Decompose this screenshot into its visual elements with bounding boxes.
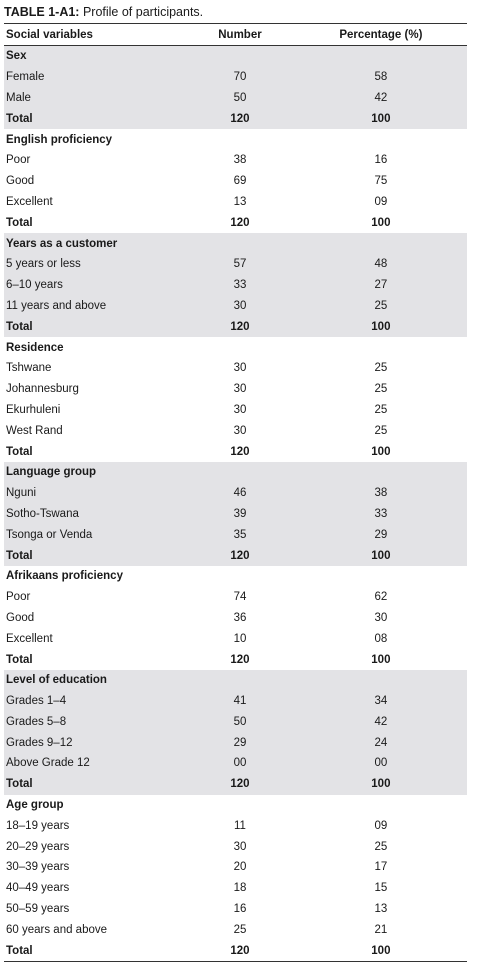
total-number: 120 — [230, 216, 250, 229]
table-container — [4, 4, 467, 962]
total-row — [4, 108, 467, 129]
number-cell: 18 — [233, 882, 247, 895]
percentage-cell: 08 — [374, 632, 388, 645]
total-percentage: 100 — [371, 112, 391, 125]
variable-cell: Male — [6, 91, 31, 104]
number-cell: 00 — [233, 757, 247, 770]
number-cell: 25 — [233, 923, 247, 936]
group-title: Years as a customer — [6, 237, 118, 250]
group-title: Residence — [6, 341, 64, 354]
variable-cell: Grades 9–12 — [6, 736, 73, 749]
total-label: Total — [6, 216, 33, 229]
table-row — [4, 899, 467, 920]
variable-cell: Excellent — [6, 632, 53, 645]
number-cell: 39 — [233, 507, 247, 520]
table-row — [4, 171, 467, 192]
table-row — [4, 504, 467, 525]
number-cell: 29 — [233, 736, 247, 749]
number-cell: 74 — [233, 591, 247, 604]
table-row — [4, 753, 467, 774]
percentage-cell: 25 — [374, 403, 388, 416]
total-percentage: 100 — [371, 778, 391, 791]
total-number: 120 — [230, 320, 250, 333]
number-cell: 30 — [233, 383, 247, 396]
variable-cell: 40–49 years — [6, 882, 70, 895]
variable-cell: Sotho-Tswana — [6, 507, 79, 520]
total-percentage: 100 — [371, 944, 391, 957]
number-cell: 16 — [233, 903, 247, 916]
number-cell: 30 — [233, 299, 247, 312]
number-cell: 41 — [233, 695, 247, 708]
table-row — [4, 836, 467, 857]
group-title-row — [4, 129, 467, 150]
column-header-variables: Social variables — [6, 28, 93, 41]
number-cell: 46 — [233, 487, 247, 500]
number-cell: 70 — [233, 71, 247, 84]
total-label: Total — [6, 944, 33, 957]
total-label: Total — [6, 778, 33, 791]
column-header-number: Number — [218, 28, 262, 41]
group-title-row — [4, 462, 467, 483]
group-title: Level of education — [6, 674, 107, 687]
percentage-cell: 24 — [374, 736, 388, 749]
total-row — [4, 545, 467, 566]
number-cell: 33 — [233, 279, 247, 292]
table-row — [4, 400, 467, 421]
variable-cell: Excellent — [6, 195, 53, 208]
variable-cell: Ekurhuleni — [6, 403, 61, 416]
variable-cell: Tsonga or Venda — [6, 528, 93, 541]
total-row — [4, 649, 467, 670]
table-caption — [4, 4, 467, 20]
number-cell: 10 — [233, 632, 247, 645]
table-row — [4, 379, 467, 400]
percentage-cell: 25 — [374, 840, 388, 853]
percentage-cell: 33 — [374, 507, 388, 520]
variable-cell: 5 years or less — [6, 258, 81, 271]
total-number: 120 — [230, 112, 250, 125]
table-header-row — [4, 24, 467, 46]
total-label: Total — [6, 320, 33, 333]
variable-cell: 6–10 years — [6, 279, 63, 292]
total-percentage: 100 — [371, 653, 391, 666]
percentage-cell: 25 — [374, 362, 388, 375]
percentage-cell: 25 — [374, 424, 388, 437]
table-row — [4, 483, 467, 504]
variable-cell: West Rand — [6, 424, 63, 437]
percentage-cell: 42 — [374, 91, 388, 104]
table-row — [4, 296, 467, 317]
number-cell: 13 — [233, 195, 247, 208]
group-title: Language group — [6, 466, 97, 479]
variable-cell: Female — [6, 71, 45, 84]
table-row — [4, 150, 467, 171]
table-row — [4, 587, 467, 608]
variable-cell: Poor — [6, 154, 31, 167]
number-cell: 50 — [233, 715, 247, 728]
variable-cell: 18–19 years — [6, 819, 70, 832]
group-title-row — [4, 46, 467, 67]
group-title: English proficiency — [6, 133, 113, 146]
number-cell: 35 — [233, 528, 247, 541]
table-caption-label: TABLE 1-A1: — [4, 5, 80, 19]
variable-cell: 30–39 years — [6, 861, 70, 874]
table-row — [4, 608, 467, 629]
total-label: Total — [6, 653, 33, 666]
percentage-cell: 09 — [374, 195, 388, 208]
total-number: 120 — [230, 549, 250, 562]
total-row — [4, 774, 467, 795]
number-cell: 57 — [233, 258, 247, 271]
table-row — [4, 857, 467, 878]
percentage-cell: 42 — [374, 715, 388, 728]
percentage-cell: 00 — [374, 757, 388, 770]
table-row — [4, 628, 467, 649]
total-row — [4, 316, 467, 337]
variable-cell: Tshwane — [6, 362, 52, 375]
group-title-row — [4, 670, 467, 691]
number-cell: 30 — [233, 424, 247, 437]
table-row — [4, 691, 467, 712]
total-number: 120 — [230, 445, 250, 458]
percentage-cell: 15 — [374, 882, 388, 895]
table-row — [4, 358, 467, 379]
number-cell: 36 — [233, 611, 247, 624]
number-cell: 30 — [233, 403, 247, 416]
percentage-cell: 62 — [374, 591, 388, 604]
table-row — [4, 88, 467, 109]
percentage-cell: 25 — [374, 299, 388, 312]
group-title-row — [4, 233, 467, 254]
total-row — [4, 212, 467, 233]
table-row — [4, 815, 467, 836]
variable-cell: Poor — [6, 591, 31, 604]
variable-cell: 60 years and above — [6, 923, 108, 936]
variable-cell: Good — [6, 611, 35, 624]
total-label: Total — [6, 445, 33, 458]
number-cell: 50 — [233, 91, 247, 104]
group-title-row — [4, 566, 467, 587]
table-caption-text: Profile of participants. — [82, 5, 204, 19]
column-header-percentage: Percentage (%) — [339, 28, 423, 41]
total-label: Total — [6, 112, 33, 125]
total-percentage: 100 — [371, 549, 391, 562]
variable-cell: Good — [6, 175, 35, 188]
table-body — [4, 46, 467, 962]
percentage-cell: 38 — [374, 487, 388, 500]
percentage-cell: 17 — [374, 861, 388, 874]
number-cell: 11 — [234, 819, 246, 832]
table-row — [4, 192, 467, 213]
table-row — [4, 878, 467, 899]
table-row — [4, 712, 467, 733]
variable-cell: Above Grade 12 — [6, 757, 90, 770]
table-row — [4, 254, 467, 275]
table-row — [4, 524, 467, 545]
table-row — [4, 67, 467, 88]
table-row — [4, 275, 467, 296]
table-row — [4, 420, 467, 441]
variable-cell: Grades 1–4 — [6, 695, 67, 708]
total-row — [4, 940, 467, 962]
table-row — [4, 732, 467, 753]
total-label: Total — [6, 549, 33, 562]
variable-cell: Grades 5–8 — [6, 715, 67, 728]
percentage-cell: 27 — [374, 279, 388, 292]
variable-cell: Johannesburg — [6, 383, 79, 396]
total-percentage: 100 — [371, 320, 391, 333]
percentage-cell: 48 — [374, 258, 388, 271]
variable-cell: Nguni — [6, 487, 37, 500]
percentage-cell: 13 — [374, 903, 388, 916]
group-title: Afrikaans proficiency — [6, 570, 123, 583]
group-title-row — [4, 795, 467, 816]
percentage-cell: 58 — [374, 71, 388, 84]
number-cell: 30 — [233, 840, 247, 853]
total-percentage: 100 — [371, 216, 391, 229]
variable-cell: 20–29 years — [6, 840, 70, 853]
group-title: Sex — [6, 50, 27, 63]
group-title: Age group — [6, 799, 64, 812]
variable-cell: 50–59 years — [6, 903, 70, 916]
total-percentage: 100 — [371, 445, 391, 458]
percentage-cell: 25 — [374, 383, 388, 396]
number-cell: 69 — [233, 175, 247, 188]
total-row — [4, 441, 467, 462]
percentage-cell: 30 — [374, 611, 388, 624]
group-title-row — [4, 337, 467, 358]
total-number: 120 — [230, 778, 250, 791]
table-row — [4, 919, 467, 940]
number-cell: 30 — [233, 362, 247, 375]
number-cell: 38 — [233, 154, 247, 167]
percentage-cell: 16 — [374, 154, 388, 167]
percentage-cell: 09 — [374, 819, 388, 832]
percentage-cell: 21 — [374, 923, 388, 936]
percentage-cell: 34 — [374, 695, 388, 708]
total-number: 120 — [230, 944, 250, 957]
variable-cell: 11 years and above — [6, 299, 107, 312]
number-cell: 20 — [233, 861, 247, 874]
percentage-cell: 29 — [374, 528, 388, 541]
percentage-cell: 75 — [374, 175, 388, 188]
total-number: 120 — [230, 653, 250, 666]
